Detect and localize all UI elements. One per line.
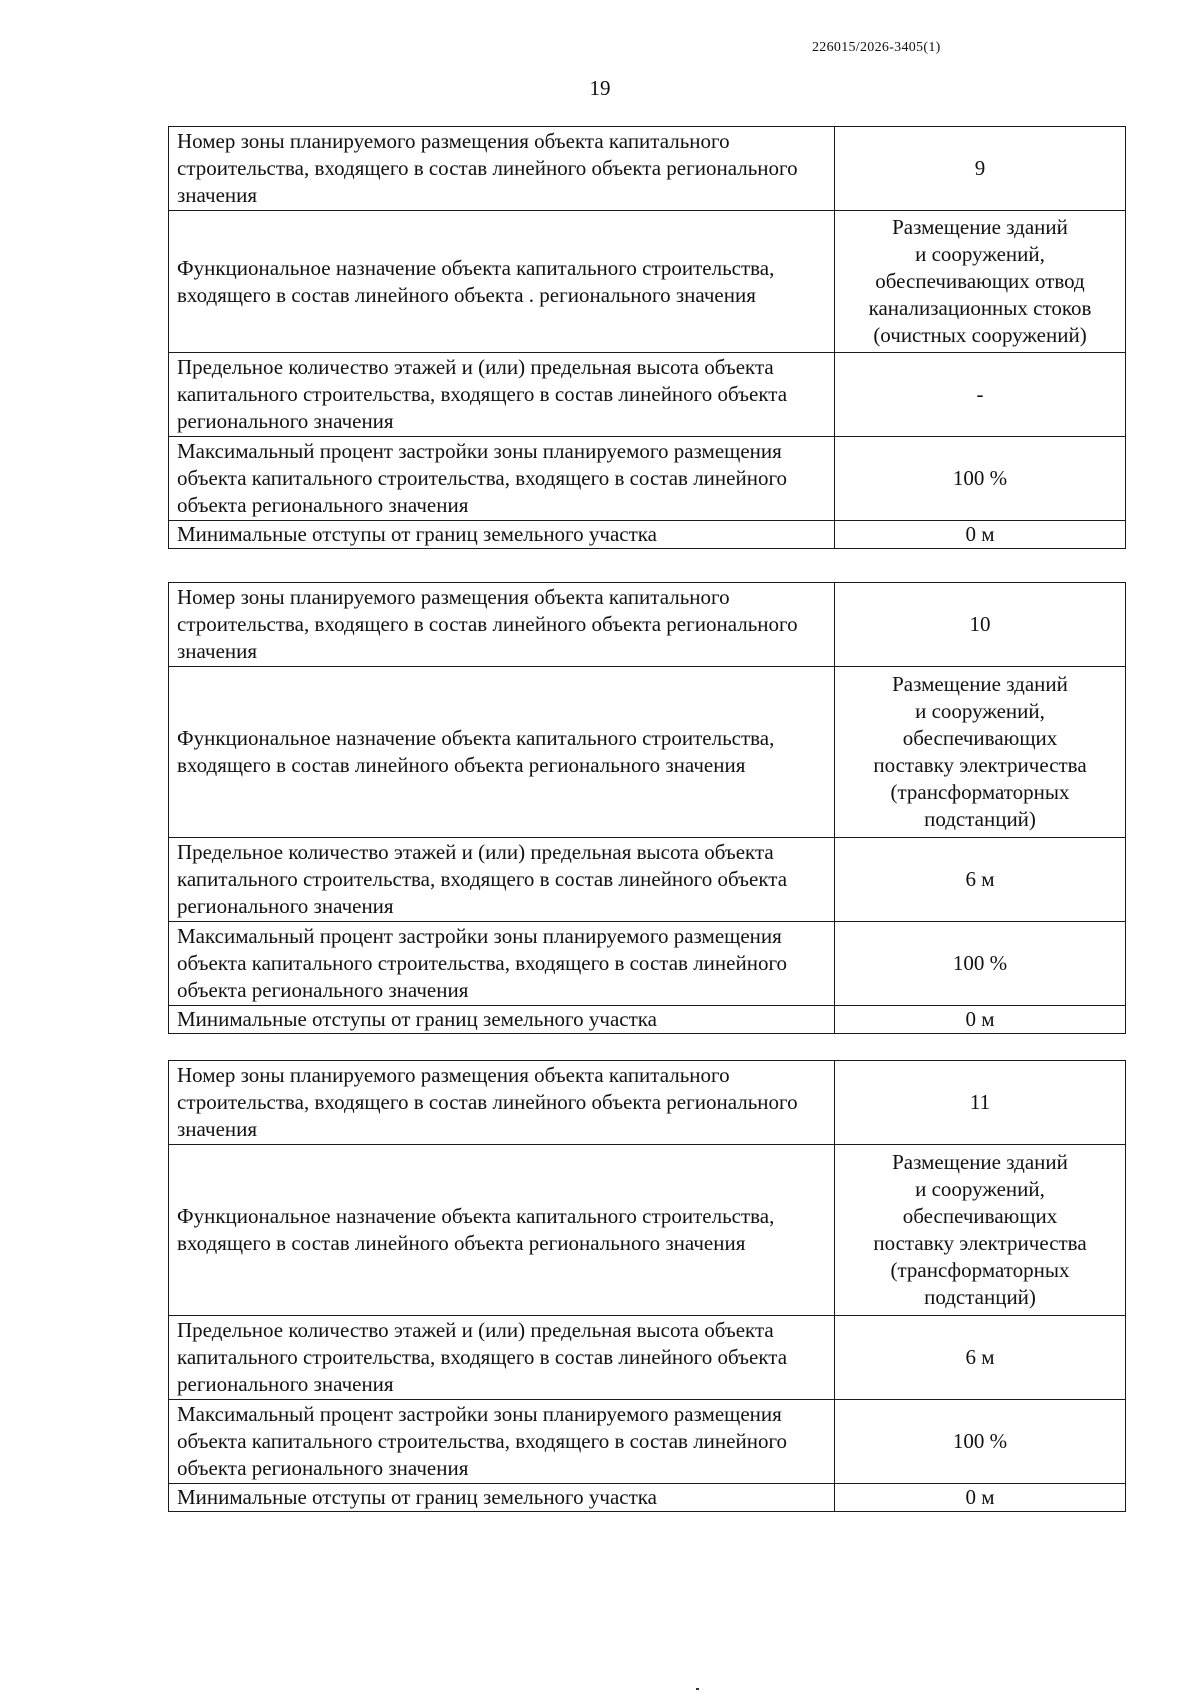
- value-function: [835, 667, 1126, 838]
- value-zone-number: [835, 127, 1126, 211]
- value-text: 0 м: [965, 522, 995, 546]
- value-function: [835, 211, 1126, 353]
- table-row: [169, 127, 1126, 211]
- param-zone-number: Номер зоны планируемого размещения объекта капитального строительства, входящего в состав линейного объекта регионального значения: [169, 127, 835, 211]
- table-row: [169, 583, 1126, 667]
- value-text: 6 м: [965, 867, 995, 891]
- value-text: 0 м: [965, 1007, 995, 1031]
- param-function: Функциональное назначение объекта капитального строительства, входящего в состав линейного объекта регионального значения: [169, 1145, 835, 1316]
- value-min-setback: [835, 1006, 1126, 1034]
- param-function: Функциональное назначение объекта капитального строительства, входящего в состав линейного объекта . регионального значения: [169, 211, 835, 353]
- value-max-floors: [835, 1316, 1126, 1400]
- param-min-setback: Минимальные отступы от границ земельного участка: [169, 521, 835, 549]
- param-min-setback: Минимальные отступы от границ земельного участка: [169, 1006, 835, 1034]
- value-text: Размещение зданий и сооружений, обеспечивающих поставку электричества (трансформаторных подстанций): [873, 1150, 1087, 1309]
- param-max-floors: Предельное количество этажей и (или) предельная высота объекта капитального строительства, входящего в состав линейного объекта регионального значения: [169, 1316, 835, 1400]
- table-row: [169, 1061, 1126, 1145]
- param-zone-number: Номер зоны планируемого размещения объекта капитального строительства, входящего в состав линейного объекта регионального значения: [169, 583, 835, 667]
- value-min-setback: [835, 521, 1126, 549]
- value-min-setback: [835, 1484, 1126, 1512]
- value-text: 0 м: [965, 1485, 995, 1509]
- value-zone-number: [835, 583, 1126, 667]
- zone-table-10: [168, 582, 1126, 1034]
- value-text: 10: [969, 612, 991, 636]
- value-text: Размещение зданий и сооружений, обеспечивающих отвод канализационных стоков (очистных сооружений): [868, 215, 1092, 347]
- document-id: 226015/2026-3405(1): [812, 40, 941, 55]
- param-max-coverage: Максимальный процент застройки зоны планируемого размещения объекта капитального строительства, входящего в состав линейного объекта регионального значения: [169, 437, 835, 521]
- param-max-floors: Предельное количество этажей и (или) предельная высота объекта капитального строительства, входящего в состав линейного объекта регионального значения: [169, 353, 835, 437]
- table-row: [169, 211, 1126, 353]
- table-row: [169, 1484, 1126, 1512]
- value-text: 9: [974, 156, 986, 180]
- value-zone-number: [835, 1061, 1126, 1145]
- param-max-coverage: Максимальный процент застройки зоны планируемого размещения объекта капитального строительства, входящего в состав линейного объекта регионального значения: [169, 922, 835, 1006]
- param-zone-number: Номер зоны планируемого размещения объекта капитального строительства, входящего в состав линейного объекта регионального значения: [169, 1061, 835, 1145]
- table-row: [169, 437, 1126, 521]
- table-row: [169, 1316, 1126, 1400]
- value-function: [835, 1145, 1126, 1316]
- table-row: [169, 1145, 1126, 1316]
- table-row: [169, 521, 1126, 549]
- table-row: [169, 922, 1126, 1006]
- zone-table-11: [168, 1060, 1126, 1512]
- table-row: [169, 667, 1126, 838]
- value-max-floors: [835, 353, 1126, 437]
- value-text: 100 %: [952, 1429, 1008, 1453]
- value-text: 6 м: [965, 1345, 995, 1369]
- value-text: -: [976, 382, 984, 406]
- scan-dot: [696, 1688, 699, 1690]
- value-text: Размещение зданий и сооружений, обеспечивающих поставку электричества (трансформаторных подстанций): [873, 672, 1087, 831]
- value-max-coverage: [835, 922, 1126, 1006]
- value-max-coverage: [835, 437, 1126, 521]
- zone-table-9: [168, 126, 1126, 549]
- value-text: 100 %: [952, 466, 1008, 490]
- page-number: 19: [589, 76, 611, 100]
- table-row: [169, 1006, 1126, 1034]
- param-function: Функциональное назначение объекта капитального строительства, входящего в состав линейного объекта регионального значения: [169, 667, 835, 838]
- table-row: [169, 353, 1126, 437]
- param-max-floors: Предельное количество этажей и (или) предельная высота объекта капитального строительства, входящего в состав линейного объекта регионального значения: [169, 838, 835, 922]
- value-max-floors: [835, 838, 1126, 922]
- param-max-coverage: Максимальный процент застройки зоны планируемого размещения объекта капитального строительства, входящего в состав линейного объекта регионального значения: [169, 1400, 835, 1484]
- value-max-coverage: [835, 1400, 1126, 1484]
- value-text: 100 %: [952, 951, 1008, 975]
- table-row: [169, 838, 1126, 922]
- param-min-setback: Минимальные отступы от границ земельного участка: [169, 1484, 835, 1512]
- table-row: [169, 1400, 1126, 1484]
- value-text: 11: [969, 1090, 991, 1114]
